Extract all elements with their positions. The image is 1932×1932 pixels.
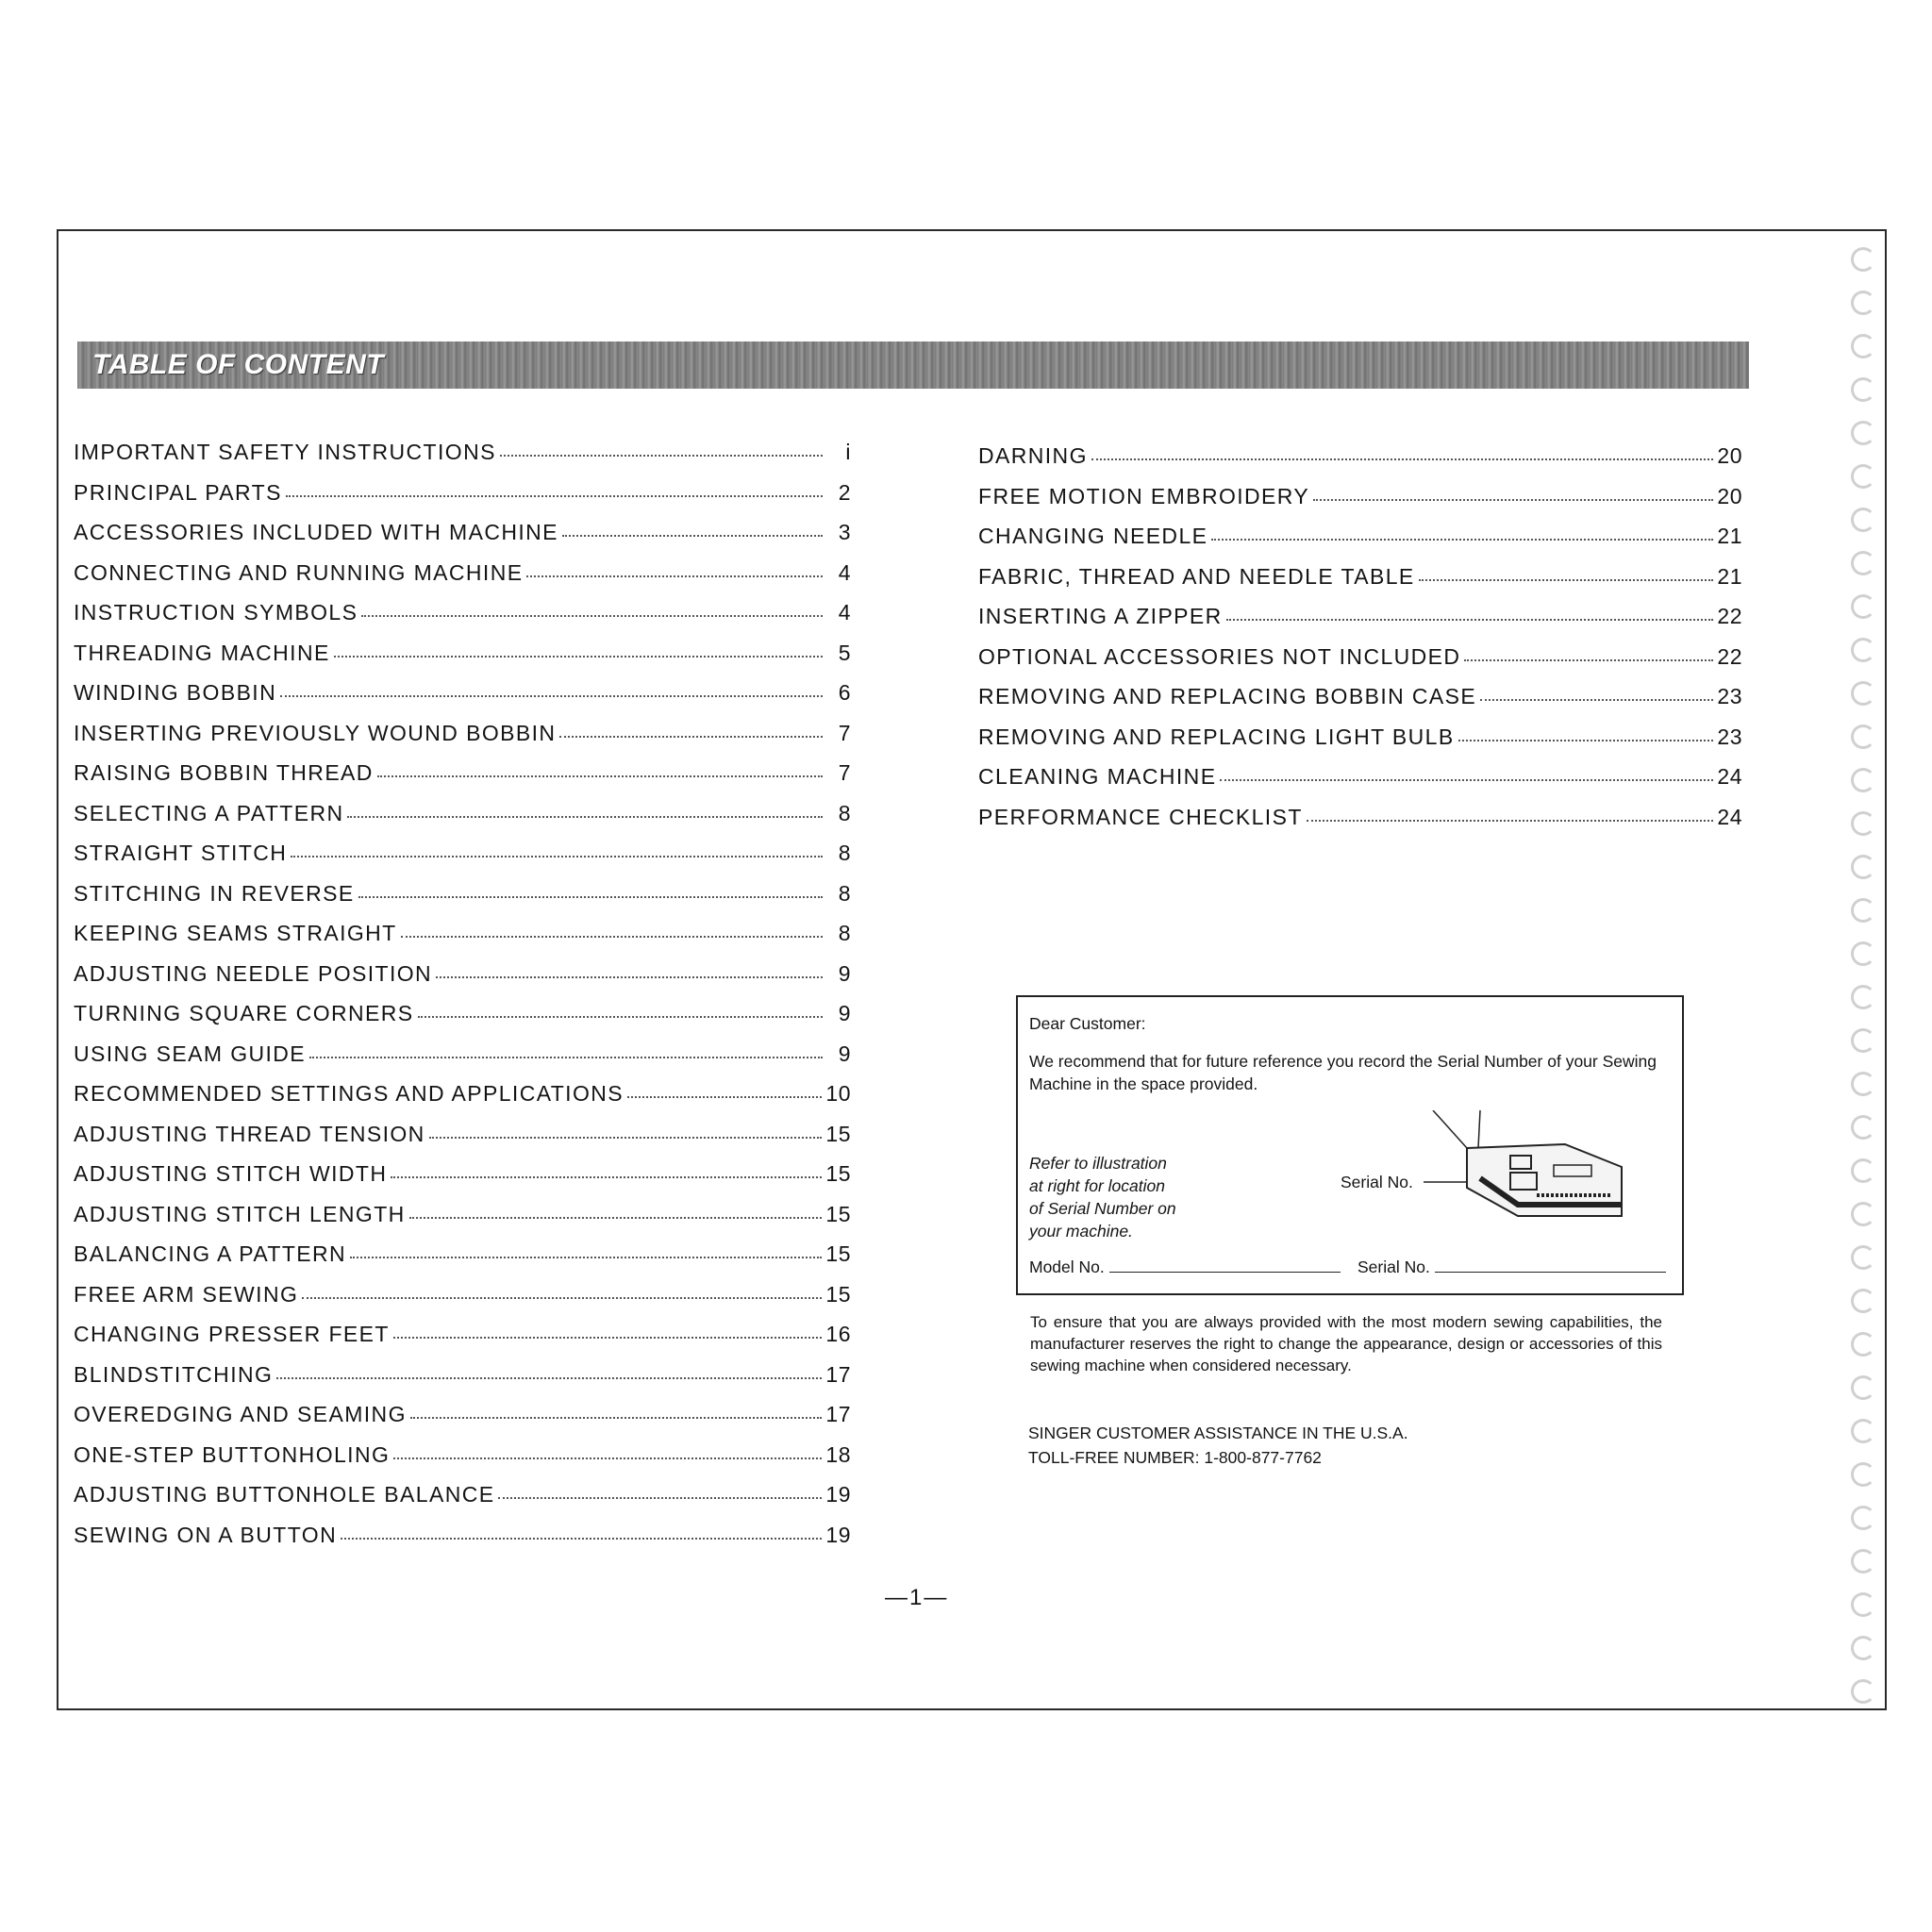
toc-leader-dots: [1480, 699, 1713, 701]
toc-entry-label: CHANGING NEEDLE: [978, 524, 1208, 548]
toc-leader-dots: [1220, 779, 1713, 781]
refer-line: at right for location: [1029, 1176, 1165, 1195]
toc-entry-page: 9: [838, 960, 851, 986]
toc-entry: [74, 1161, 851, 1202]
toc-leader-dots: [409, 1217, 823, 1219]
toc-entry-page: 15: [825, 1121, 851, 1146]
toc-entry: [74, 921, 851, 961]
toc-entry-page: i: [845, 440, 851, 464]
toc-entry: [978, 443, 1742, 484]
toc-entry-label: ONE-STEP BUTTONHOLING: [74, 1441, 391, 1467]
toc-leader-dots: [1211, 539, 1713, 541]
toc-entry-label: BLINDSTITCHING: [74, 1361, 274, 1387]
toc-entry-label: INSERTING PREVIOUSLY WOUND BOBBIN: [74, 720, 557, 745]
toc-leader-dots: [1419, 579, 1714, 581]
toc-entry-page: 9: [838, 1041, 851, 1066]
toc-entry-label: CHANGING PRESSER FEET: [74, 1322, 390, 1346]
toc-entry-page: 15: [825, 1201, 851, 1226]
toc-leader-dots: [341, 1538, 822, 1540]
toc-entry: [74, 760, 851, 801]
toc-leader-dots: [276, 1377, 822, 1379]
toc-entry-page: 7: [838, 720, 851, 745]
toc-entry-label: WINDING BOBBIN: [74, 680, 277, 705]
binding-hole: [1851, 898, 1875, 923]
toc-entry: [74, 1081, 851, 1122]
toc-leader-dots: [498, 1497, 822, 1499]
binding-holes: [1847, 247, 1885, 1681]
toc-leader-dots: [361, 615, 823, 617]
toc-entry-page: 15: [825, 1161, 851, 1186]
binding-hole: [1851, 1419, 1875, 1443]
serial-blank-line: [1435, 1272, 1666, 1273]
binding-hole: [1851, 941, 1875, 966]
toc-entry: [74, 1322, 851, 1362]
toc-entry-label: OPTIONAL ACCESSORIES NOT INCLUDED: [978, 643, 1461, 669]
toc-entry-label: REMOVING AND REPLACING LIGHT BULB: [978, 724, 1455, 749]
toc-leader-dots: [1307, 820, 1714, 822]
binding-hole: [1851, 508, 1875, 532]
toc-leader-dots: [500, 455, 823, 457]
toc-entry-page: 7: [838, 760, 851, 785]
toc-entry-label: ACCESSORIES INCLUDED WITH MACHINE: [74, 520, 558, 544]
binding-hole: [1851, 334, 1875, 358]
binding-hole: [1851, 464, 1875, 489]
toc-entry-label: OVEREDGING AND SEAMING: [74, 1402, 407, 1426]
toc-entry: [74, 1041, 851, 1082]
toc-entry-page: 18: [825, 1441, 851, 1467]
toc-entry-page: 10: [825, 1081, 851, 1106]
toc-entry-label: SELECTING A PATTERN: [74, 800, 344, 825]
toc-leader-dots: [1458, 740, 1714, 741]
model-number-field: [1029, 1257, 1341, 1277]
toc-entry-page: 23: [1717, 724, 1742, 749]
toc-entry-page: 19: [825, 1482, 851, 1507]
toc-entry: [74, 1442, 851, 1483]
serial-label-2: Serial No.: [1357, 1257, 1430, 1276]
toc-entry: [978, 764, 1742, 805]
toc-entry-page: 15: [825, 1281, 851, 1307]
binding-hole: [1851, 768, 1875, 792]
binding-hole: [1851, 855, 1875, 879]
toc-entry: [978, 644, 1742, 685]
page-title: TABLE OF CONTENT: [92, 349, 385, 380]
manufacturer-notice: To ensure that you are always provided with the most modern sewing capabilities, the manufacturer reserves the right to change the appearance, design or accessories of this sewing machine when considered necessary.: [1030, 1313, 1662, 1374]
toc-entry-label: PERFORMANCE CHECKLIST: [978, 804, 1303, 829]
toc-entry-label: IMPORTANT SAFETY INSTRUCTIONS: [74, 440, 496, 464]
toc-entry: [74, 1241, 851, 1282]
toc-entry-label: ADJUSTING THREAD TENSION: [74, 1121, 425, 1146]
binding-hole: [1851, 247, 1875, 272]
toc-entry: [978, 604, 1742, 644]
serial-number-box: [1016, 995, 1684, 1295]
binding-hole: [1851, 638, 1875, 662]
model-blank-line: [1109, 1272, 1341, 1273]
toc-entry-page: 2: [838, 479, 851, 505]
binding-hole: [1851, 551, 1875, 575]
refer-text: [1029, 1152, 1218, 1242]
toc-entry-label: INSTRUCTION SYMBOLS: [74, 600, 358, 625]
toc-entry: [74, 1402, 851, 1442]
toc-entry-page: 4: [838, 559, 851, 585]
assistance-line: SINGER CUSTOMER ASSISTANCE IN THE U.S.A.: [1028, 1424, 1408, 1442]
toc-entry-page: 22: [1717, 604, 1742, 628]
binding-hole: [1851, 681, 1875, 706]
binding-hole: [1851, 1679, 1875, 1704]
toc-leader-dots: [286, 495, 823, 497]
binding-hole: [1851, 724, 1875, 749]
toc-entry-page: 8: [838, 921, 851, 945]
toc-entry-label: SEWING ON A BUTTON: [74, 1522, 338, 1547]
toc-entry-page: 5: [838, 640, 851, 665]
toc-entry: [74, 801, 851, 841]
toc-entry-label: USING SEAM GUIDE: [74, 1041, 307, 1066]
toc-entry-page: 24: [1717, 764, 1742, 789]
toc-entry-page: 21: [1717, 563, 1742, 589]
toc-left-column: [74, 440, 851, 1562]
toc-leader-dots: [559, 736, 823, 738]
toc-leader-dots: [429, 1137, 823, 1139]
toc-entry-label: PRINCIPAL PARTS: [74, 479, 282, 505]
binding-hole: [1851, 594, 1875, 619]
binding-hole: [1851, 1549, 1875, 1574]
toc-leader-dots: [309, 1057, 823, 1058]
toc-entry-label: ADJUSTING STITCH WIDTH: [74, 1161, 388, 1186]
toc-entry: [74, 1523, 851, 1563]
recommend-text: We recommend that for future reference you record the Serial Number of your Sewing Machine in the space provided.: [1029, 1052, 1657, 1093]
toc-entry: [74, 1202, 851, 1242]
binding-hole: [1851, 1202, 1875, 1226]
toc-leader-dots: [1313, 499, 1713, 501]
toc-entry-page: 19: [825, 1522, 851, 1547]
toc-entry-page: 15: [825, 1241, 851, 1266]
binding-hole: [1851, 1592, 1875, 1617]
toc-entry-label: DARNING: [978, 443, 1088, 468]
toc-entry-label: BALANCING A PATTERN: [74, 1241, 347, 1266]
toc-entry-page: 3: [838, 520, 851, 544]
toc-entry-label: CLEANING MACHINE: [978, 764, 1217, 789]
binding-hole: [1851, 1289, 1875, 1313]
toc-entry: [74, 560, 851, 601]
toll-free-number: TOLL-FREE NUMBER: 1-800-877-7762: [1028, 1448, 1322, 1467]
binding-hole: [1851, 1375, 1875, 1400]
refer-line: Refer to illustration: [1029, 1154, 1167, 1173]
binding-hole: [1851, 1245, 1875, 1270]
toc-entry-label: STRAIGHT STITCH: [74, 841, 288, 865]
toc-entry-page: 20: [1717, 483, 1742, 508]
toc-entry-page: 23: [1717, 684, 1742, 708]
toc-leader-dots: [1464, 659, 1713, 661]
toc-entry-label: CONNECTING AND RUNNING MACHINE: [74, 559, 524, 585]
toc-leader-dots: [526, 575, 823, 577]
toc-entry: [74, 680, 851, 721]
toc-leader-dots: [334, 656, 823, 658]
toc-entry-page: 22: [1717, 643, 1742, 669]
toc-entry-label: FREE MOTION EMBROIDERY: [978, 483, 1310, 508]
binding-hole: [1851, 1636, 1875, 1660]
toc-entry-label: ADJUSTING STITCH LENGTH: [74, 1201, 406, 1226]
toc-entry-label: RECOMMENDED SETTINGS AND APPLICATIONS: [74, 1081, 625, 1106]
binding-hole: [1851, 377, 1875, 402]
binding-hole: [1851, 985, 1875, 1009]
toc-leader-dots: [347, 816, 823, 818]
toc-leader-dots: [391, 1176, 822, 1178]
binding-hole: [1851, 1072, 1875, 1096]
toc-entry-page: 21: [1717, 524, 1742, 548]
toc-entry: [978, 524, 1742, 564]
toc-entry: [74, 440, 851, 480]
toc-entry-page: 17: [825, 1361, 851, 1387]
toc-leader-dots: [393, 1457, 822, 1459]
toc-entry: [74, 480, 851, 521]
toc-entry-label: RAISING BOBBIN THREAD: [74, 760, 374, 785]
toc-entry: [74, 641, 851, 681]
toc-right-column: [978, 443, 1742, 844]
toc-entry: [978, 564, 1742, 605]
toc-leader-dots: [377, 775, 823, 777]
toc-entry-page: 4: [838, 600, 851, 625]
toc-entry-page: 17: [825, 1402, 851, 1426]
toc-entry-page: 6: [838, 680, 851, 705]
binding-hole: [1851, 1028, 1875, 1053]
toc-entry: [74, 600, 851, 641]
toc-entry: [978, 484, 1742, 525]
binding-hole: [1851, 1506, 1875, 1530]
toc-entry-page: 8: [838, 841, 851, 865]
toc-leader-dots: [418, 1016, 824, 1018]
toc-entry-label: TURNING SQUARE CORNERS: [74, 1001, 414, 1025]
toc-entry-label: REMOVING AND REPLACING BOBBIN CASE: [978, 684, 1477, 708]
serial-label: Serial No.: [1341, 1173, 1413, 1191]
toc-entry: [74, 961, 851, 1002]
toc-entry: [74, 520, 851, 560]
toc-entry: [978, 724, 1742, 765]
toc-entry: [74, 721, 851, 761]
refer-line: your machine.: [1029, 1222, 1133, 1241]
toc-entry-label: FABRIC, THREAD AND NEEDLE TABLE: [978, 563, 1415, 589]
toc-leader-dots: [393, 1337, 823, 1339]
toc-entry: [978, 684, 1742, 724]
page-number: —1—: [885, 1585, 949, 1610]
greeting-text: Dear Customer:: [1029, 1014, 1146, 1033]
toc-leader-dots: [350, 1257, 822, 1258]
customer-assistance: [1028, 1421, 1408, 1470]
toc-entry: [74, 1122, 851, 1162]
toc-entry-page: 20: [1717, 443, 1742, 468]
toc-entry-label: FREE ARM SEWING: [74, 1281, 299, 1307]
toc-entry: [74, 1362, 851, 1403]
toc-entry-label: ADJUSTING BUTTONHOLE BALANCE: [74, 1482, 495, 1507]
section-banner: [77, 341, 1749, 389]
binding-hole: [1851, 291, 1875, 315]
serial-number-field: [1357, 1257, 1666, 1277]
binding-hole: [1851, 1332, 1875, 1357]
toc-leader-dots: [1091, 458, 1714, 460]
sewing-machine-illustration: [1424, 1110, 1678, 1233]
toc-entry: [978, 805, 1742, 845]
toc-leader-dots: [280, 695, 823, 697]
toc-entry-label: KEEPING SEAMS STRAIGHT: [74, 921, 397, 945]
toc-entry-page: 24: [1717, 804, 1742, 829]
toc-entry: [74, 1282, 851, 1323]
toc-leader-dots: [436, 976, 823, 978]
toc-leader-dots: [562, 535, 823, 537]
toc-leader-dots: [302, 1297, 822, 1299]
binding-hole: [1851, 811, 1875, 836]
toc-entry-page: 8: [838, 880, 851, 906]
toc-leader-dots: [627, 1096, 822, 1098]
binding-hole: [1851, 1115, 1875, 1140]
toc-entry-label: STITCHING IN REVERSE: [74, 880, 355, 906]
toc-entry-page: 8: [838, 800, 851, 825]
toc-entry-label: THREADING MACHINE: [74, 640, 330, 665]
toc-entry-label: INSERTING A ZIPPER: [978, 604, 1223, 628]
toc-entry: [74, 841, 851, 881]
toc-leader-dots: [358, 896, 823, 898]
toc-entry: [74, 1482, 851, 1523]
toc-entry-label: ADJUSTING NEEDLE POSITION: [74, 960, 433, 986]
toc-entry-page: 9: [838, 1001, 851, 1025]
toc-leader-dots: [291, 856, 823, 858]
toc-leader-dots: [1226, 619, 1714, 621]
binding-hole: [1851, 1462, 1875, 1487]
toc-entry: [74, 1001, 851, 1041]
toc-entry: [74, 881, 851, 922]
binding-hole: [1851, 1158, 1875, 1183]
toc-entry-page: 16: [825, 1322, 851, 1346]
binding-hole: [1851, 421, 1875, 445]
toc-leader-dots: [410, 1417, 823, 1419]
refer-line: of Serial Number on: [1029, 1199, 1176, 1218]
model-label: Model No.: [1029, 1257, 1105, 1276]
toc-leader-dots: [401, 936, 823, 938]
